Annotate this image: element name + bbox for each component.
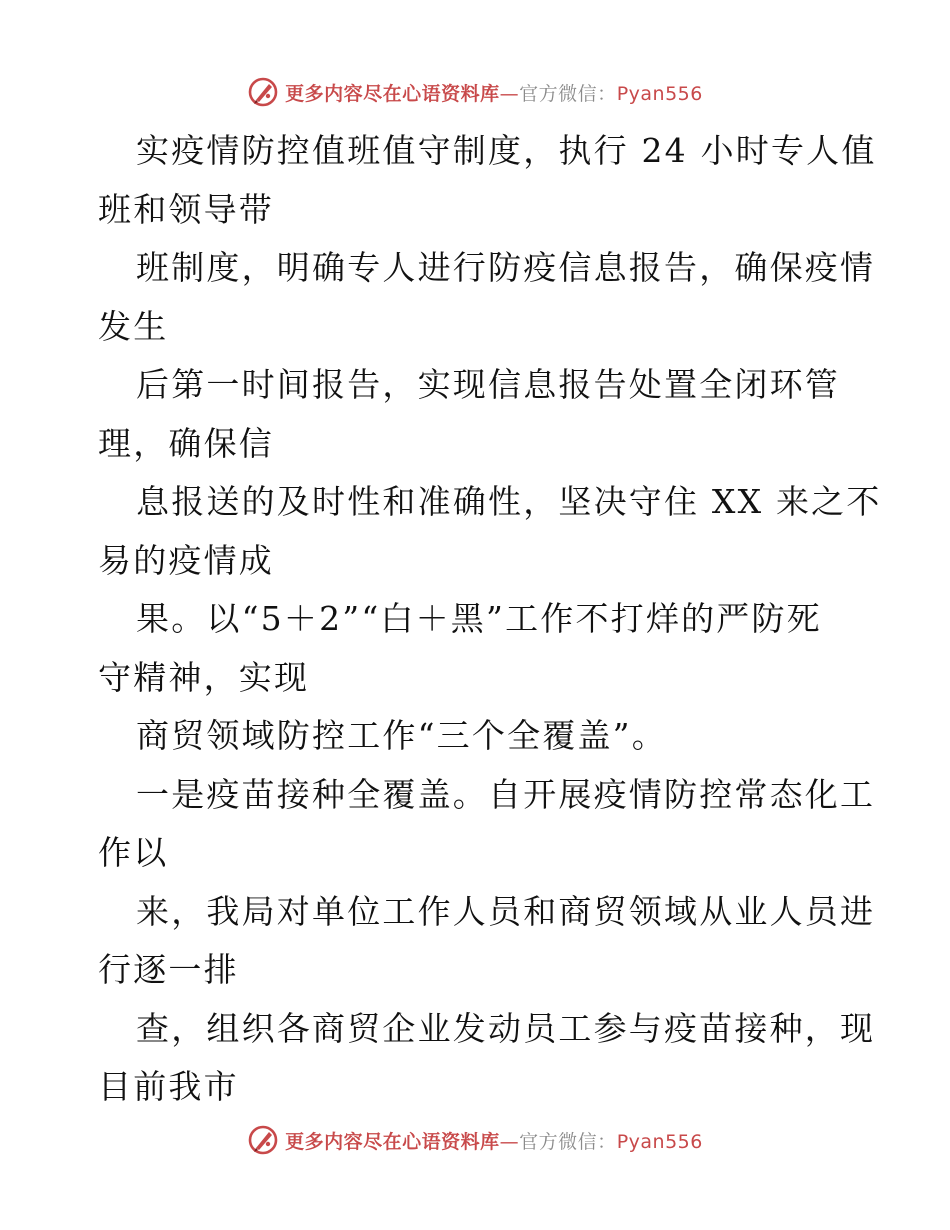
text-line: 班制度，明确专人进行防疫信息报告，确保疫情 (136, 248, 876, 287)
header-banner-official: 官方微信： (519, 82, 617, 105)
text-line: 易的疫情成 (98, 540, 274, 580)
text-line: 行逐一排 (98, 950, 239, 989)
text-line: 息报送的及时性和准确性，坚决守住 XX 来之不 (136, 482, 882, 521)
footer-banner-official: 官方微信： (519, 1130, 617, 1153)
footer-banner-dash: — (499, 1130, 520, 1153)
footer-banner-wechat-id: Pyan556 (616, 1130, 703, 1153)
text-line: 发生 (98, 306, 169, 346)
text-line: 后第一时间报告，实现信息报告处置全闭环管 (136, 365, 840, 404)
text-line: 守精神，实现 (98, 657, 310, 697)
footer-banner-lead: 更多内容尽在心语资料库 (285, 1130, 500, 1153)
header-banner-dash: — (499, 82, 520, 105)
text-line: 商贸领域防控工作“三个全覆盖”。 (136, 716, 667, 755)
footer-banner-text (285, 1127, 703, 1154)
pen-circle-logo-icon (247, 76, 279, 108)
text-line: 作以 (98, 833, 169, 872)
text-line: 查，组织各商贸企业发动员工参与疫苗接种，现 (136, 1008, 876, 1048)
header-banner-text (285, 79, 703, 106)
header-banner-lead: 更多内容尽在心语资料库 (285, 82, 500, 105)
text-line: 来，我局对单位工作人员和商贸领域从业人员进 (136, 891, 876, 931)
text-line: 一是疫苗接种全覆盖。自开展疫情防控常态化工 (136, 774, 876, 814)
text-line: 班和领导带 (98, 189, 274, 229)
document-body (98, 122, 882, 1117)
text-line: 目前我市 (98, 1067, 239, 1106)
header-banner (0, 72, 950, 112)
header-banner-wechat-id: Pyan556 (616, 82, 703, 105)
text-line: 理，确保信 (98, 423, 274, 463)
footer-banner (0, 1120, 950, 1160)
pen-circle-logo-icon (247, 1124, 279, 1156)
text-line: 实疫情防控值班值守制度，执行 24 小时专人值 (136, 131, 877, 170)
text-line: 果。以“5＋2”“白＋黑”工作不打烊的严防死 (136, 599, 822, 638)
